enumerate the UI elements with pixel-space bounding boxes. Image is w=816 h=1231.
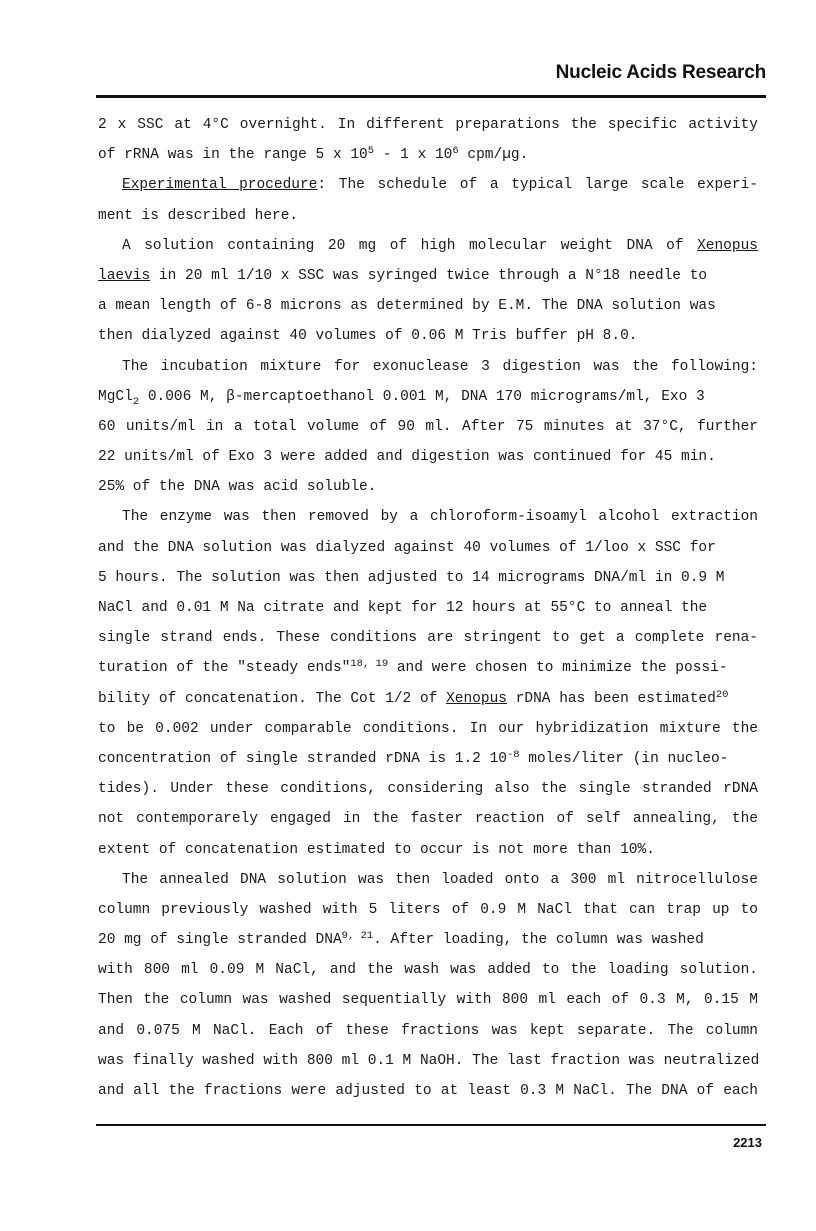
species-name: Xenopus [697,237,758,254]
species-name: Xenopus [446,690,507,707]
text-line: Experimental procedure: The schedule of a typical large scale experi- [122,177,758,194]
text-line: The incubation mixture for exonuclease 3 digestion was the following: [122,358,758,375]
text-line: 25% of the DNA was acid soluble. [98,479,377,496]
text-line: turation of the "steady ends"$^{18, 19}$ and were chosen to minimize the possi- [98,658,728,677]
text-line: concentration of single stranded rDNA is 1.2 $10^{-8}$ moles/liter (in nucleo- [98,748,729,767]
text-line: 5 hours. The solution was then adjusted to 14 micrograms DNA/ml in 0.9 M [98,569,725,586]
text-line: to be 0.002 under comparable conditions. In our hybridization mixture the [98,720,758,737]
page-number: 2213 [733,1135,762,1150]
text-line: of rRNA was in the range 5 x $10^5 - 1$ x $10^6$ cpm/µg. [98,145,529,164]
species-name: laevis [98,267,151,284]
text-line: 60 units/ml in a total volume of 90 ml. After 75 minutes at 37°C, further [98,418,758,435]
text-line: NaCl and 0.01 M Na citrate and kept for 12 hours at 55°C to anneal the [98,600,708,616]
text-line: and the DNA solution was dialyzed against 40 volumes of 1/loo x SSC for [98,539,716,556]
body-text [98,110,758,1106]
text-line: ment is described here. [98,207,299,224]
text-line: a mean length of 6-8 microns as determined by E.M. The DNA solution was [98,298,716,315]
text-line: not contemporarely engaged in the faster reaction of self annealing, the [98,811,758,828]
journal-header: Nucleic Acids Research [555,62,766,83]
text-line: extent of concatenation estimated to occur is not more than 10%. [98,841,655,858]
section-heading: Experimental procedure [122,177,318,194]
text-line: A solution containing 20 mg of high molecular weight DNA of Xenopus [122,237,758,254]
text-line: The annealed DNA solution was then loaded onto a 300 ml nitrocellulose [122,871,758,888]
text-line: bility of concatenation. The Cot 1/2 of Xenopus rDNA has been estimated$^{20}$ [98,688,729,707]
text-line: single strand ends. These conditions are stringent to get a complete rena- [98,630,758,647]
text-line: The enzyme was then removed by a chloroform-isoamyl alcohol extraction [122,509,758,526]
text-line: tides). Under these conditions, considering also the single stranded rDNA [98,781,758,798]
text-line: 20 mg of single stranded DNA$^{9, 21}$. After loading, the column was washed [98,930,704,949]
text-line: with 800 ml 0.09 M NaCl, and the wash was added to the loading solution. [98,962,758,979]
text-line: column previously washed with 5 liters of 0.9 M NaCl that can trap up to [98,901,758,918]
text-line: 22 units/ml of Exo 3 were added and digestion was continued for 45 min. [98,449,716,466]
text-line: and all the fractions were adjusted to at least 0.3 M NaCl. The DNA of each [98,1083,758,1099]
text-line: laevis in 20 ml 1/10 x SSC was syringed twice through a N°18 needle to [98,267,708,284]
header-rule [96,95,766,98]
text-line: 2 x SSC at 4°C overnight. In different preparations the specific activity [98,117,758,133]
text-line: MgCl$_2$ 0.006 M, β-mercaptoethanol 0.001 M, DNA 170 micrograms/ml, Exo 3 [98,388,705,408]
text-line: and 0.075 M NaCl. Each of these fractions was kept separate. The column [98,1022,758,1039]
text-line: was finally washed with 800 ml 0.1 M NaOH. The last fraction was neutralized [98,1052,760,1069]
text-line: then dialyzed against 40 volumes of 0.06 M Tris buffer pH 8.0. [98,328,638,345]
text-line: Then the column was washed sequentially with 800 ml each of 0.3 M, 0.15 M [98,992,758,1009]
footer-rule [96,1124,766,1126]
